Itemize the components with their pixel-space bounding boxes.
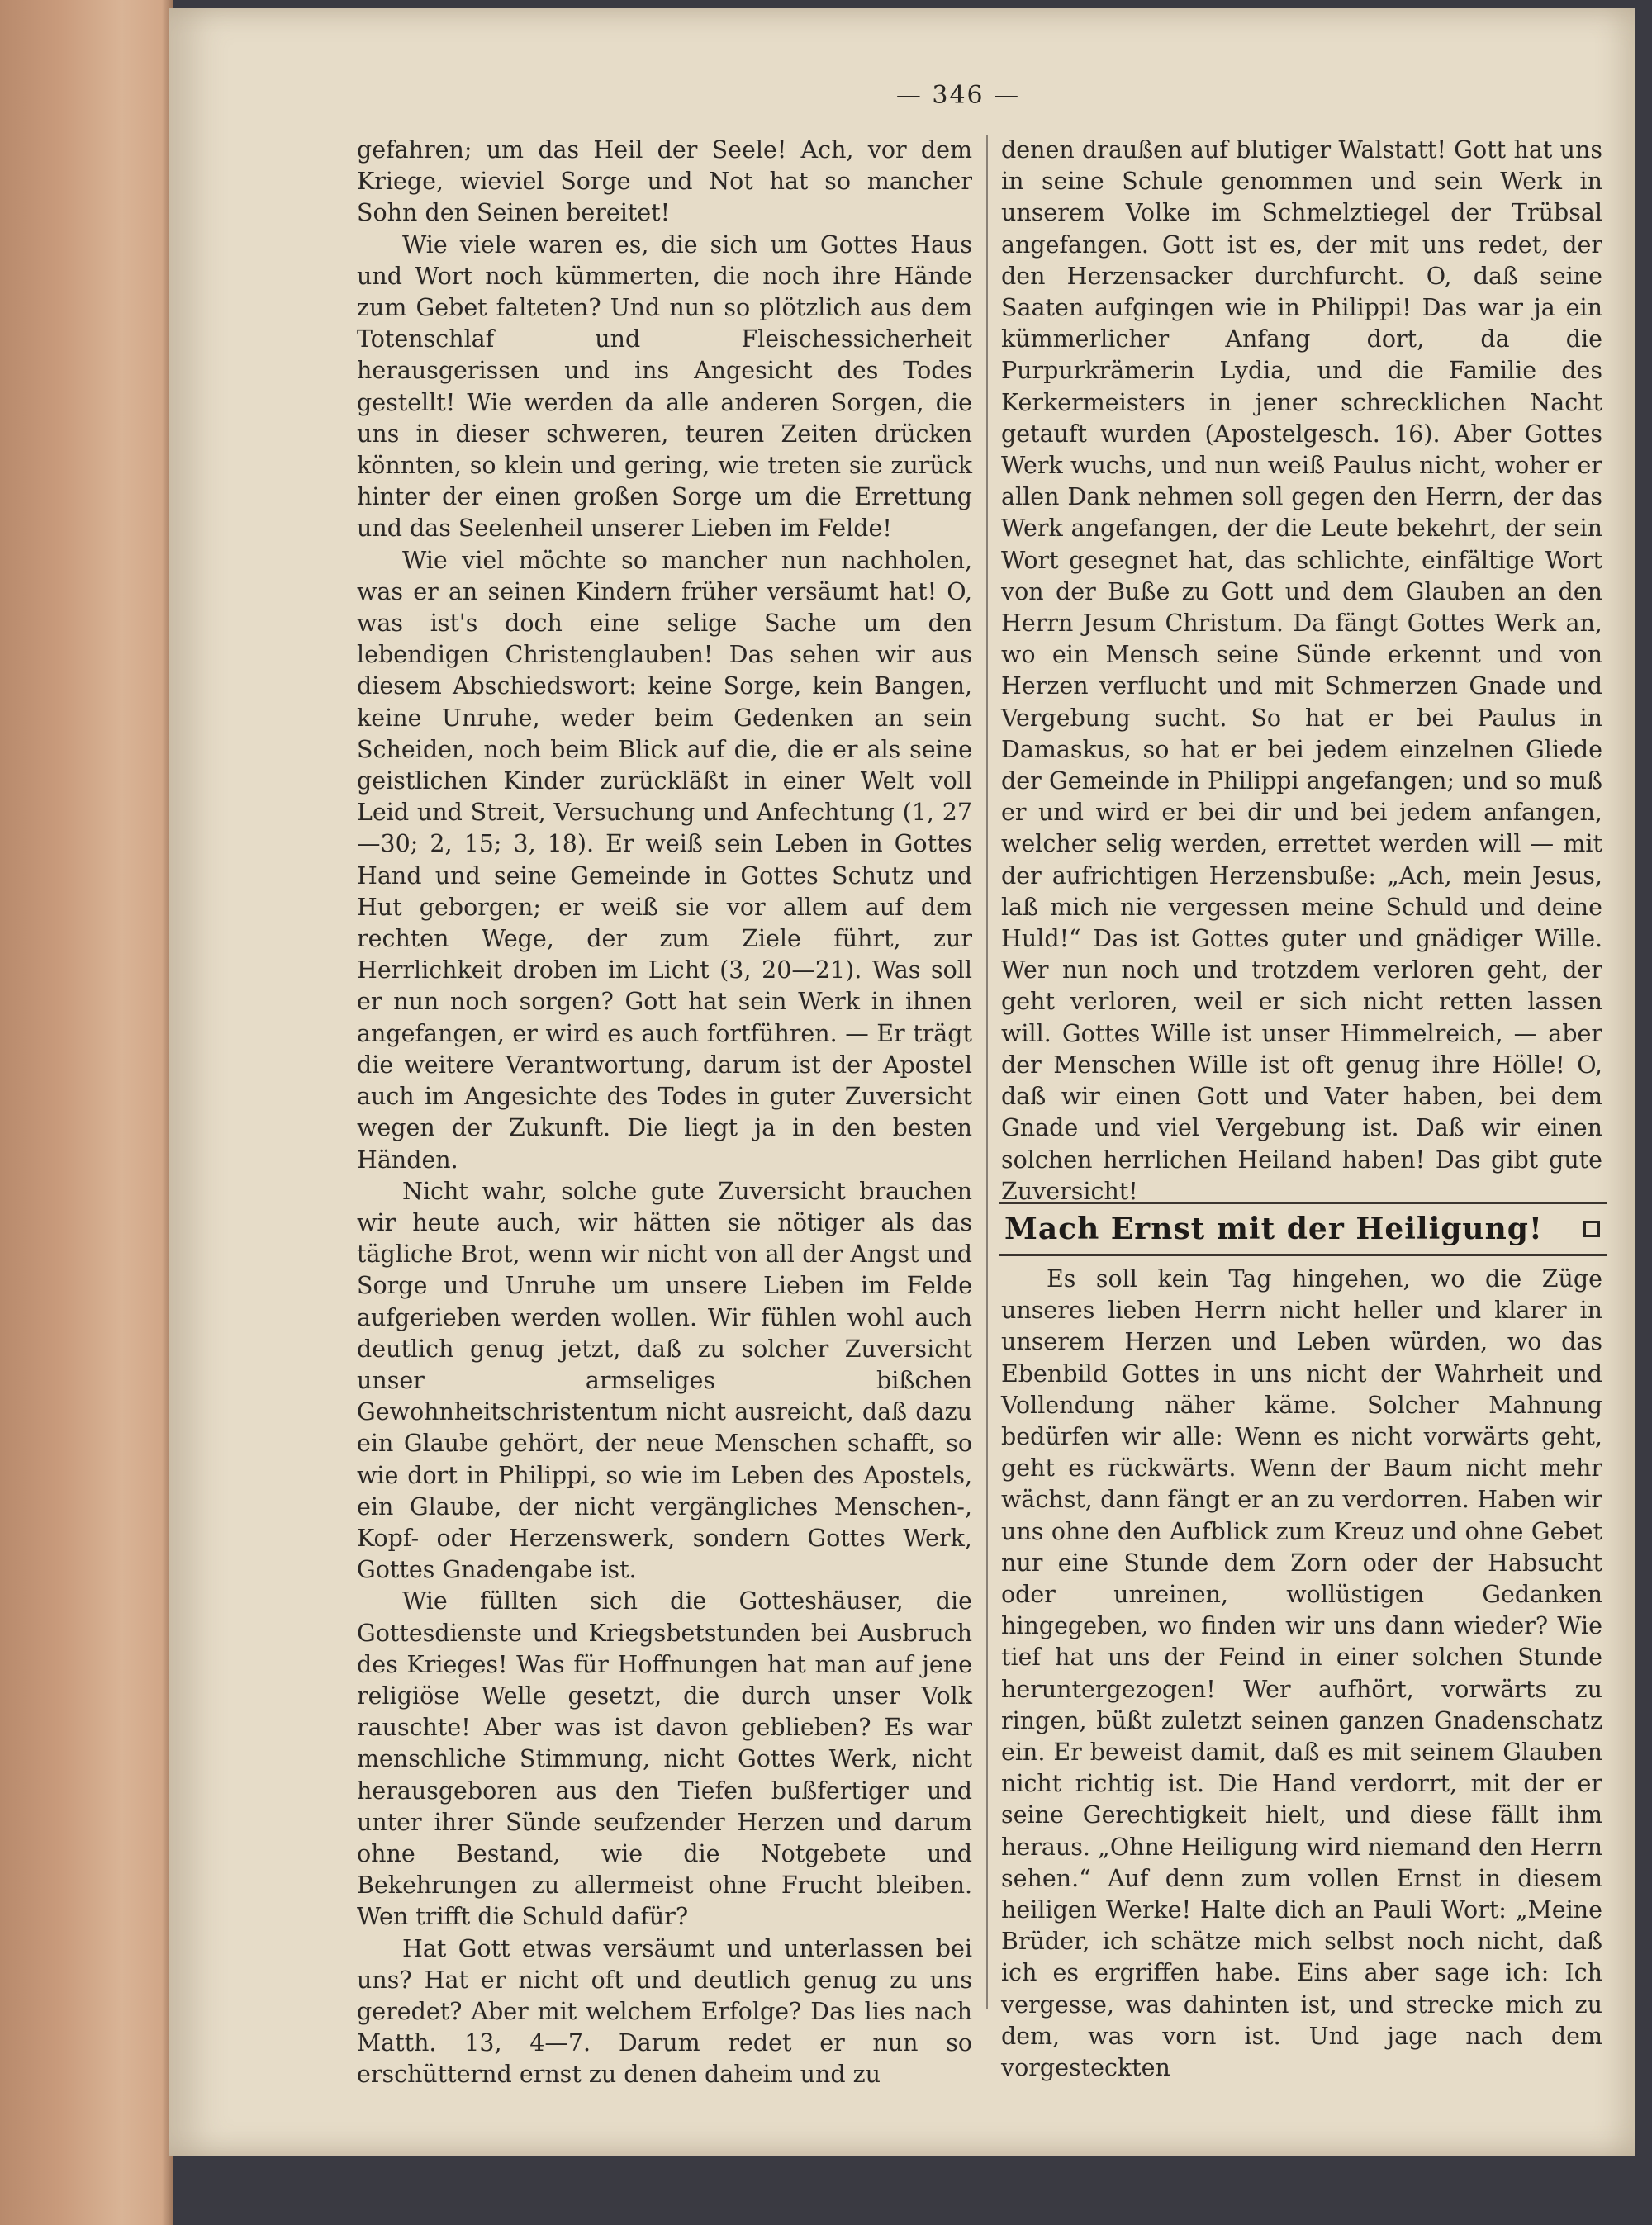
section-heading — [999, 1202, 1607, 1256]
square-ornament-icon — [1583, 1221, 1600, 1237]
right-column-bottom — [1001, 1264, 1602, 2084]
paragraph: Es soll kein Tag hingehen, wo die Züge unseres lieben Herrn nicht heller und klarer in unserem Herzen und Leben würden, wo das Ebenbild Gottes in uns nicht der Wahrheit und Vollendung näher käme. Solcher Mahnung bedürfen wir alle: Wenn es nicht vorwärts geht, geht es rückwärts. Wenn der Baum nicht mehr wächst, dann fängt er an zu verdorren. Haben wir uns ohne den Aufblick zum Kreuz und ohne Gebet nur eine Stunde dem Zorn oder der Habsucht oder unreinen, wollüstigen Gedanken hingegeben, wo finden wir uns dann wieder? Wie tief hat uns der Feind in einer solchen Stunde heruntergezogen! Wer aufhört, vorwärts zu ringen, büßt zuletzt seinen ganzen Gnadenschatz ein. Er beweist damit, daß es mit seinem Glauben nicht richtig ist. Die Hand verdorrt, mit der er seine Gerechtigkeit hielt, und diese fällt ihm heraus. „Ohne Heiligung wird niemand den Herrn sehen.“ Auf denn zum vollen Ernst in diesem heiligen Werke! Halte dich an Pauli Wort: „Meine Brüder, ich schätze mich selbst noch nicht, daß ich es ergriffen habe. Eins aber sage ich: Ich vergesse, was dahinten ist, und strecke mich zu dem, was vorn ist. Und jage nach dem vorgesteckten — [1001, 1265, 1602, 2082]
section-title: Mach Ernst mit der Heiligung! — [1004, 1212, 1543, 1246]
left-column — [357, 135, 972, 2091]
paragraph: gefahren; um das Heil der Seele! Ach, vor dem Kriege, wieviel Sorge und Not hat so mancher Sohn den Seinen bereitet! — [357, 136, 972, 227]
paragraph: Hat Gott etwas versäumt und unterlassen bei uns? Hat er nicht oft und deutlich genug zu uns geredet? Aber mit welchem Erfolge? Das lies nach Matth. 13, 4—7. Darum redet er nun so erschütternd ernst zu denen daheim und zu — [357, 1934, 972, 2089]
paragraph: Wie füllten sich die Gotteshäuser, die Gottesdienste und Kriegsbetstunden bei Ausbruch des Krieges! Was für Hoffnungen hat man auf jene religiöse Welle gesetzt, die durch unser Volk rauschte! Aber was ist davon geblieben? Es war menschliche Stimmung, nicht Gottes Werk, nicht herausgeboren aus den Tiefen bußfertiger und unter ihrer Sünde seufzender Herzen und darum ohne Bestand, wie die Notgebete und Bekehrungen zu allermeist ohne Frucht bleiben. Wen trifft die Schuld dafür? — [357, 1587, 972, 1931]
paragraph: Wie viele waren es, die sich um Gottes Haus und Wort noch kümmerten, die noch ihre Hände zum Gebet falteten? Und nun so plötzlich aus dem Totenschlaf und Fleischessicherheit herausgerissen und ins Angesicht des Todes gestellt! Wie werden da alle anderen Sorgen, die uns in dieser schweren, teuren Zeiten drücken könnten, so klein und gering, wie treten sie zurück hinter der einen großen Sorge um die Errettung und das Seelenheil unserer Lieben im Felde! — [357, 230, 972, 543]
paragraph: Nicht wahr, solche gute Zuversicht brauchen wir heute auch, wir hätten sie nötiger als das tägliche Brot, wenn wir nicht von all der Angst und Sorge und Unruhe um unsere Lieben im Felde aufgerieben werden wollen. Wir fühlen wohl auch deutlich genug jetzt, daß zu solcher Zuversicht unser armseliges bißchen Gewohnheitschristentum nicht ausreicht, daß dazu ein Glaube gehört, der neue Menschen schafft, so wie dort in Philippi, so wie im Leben des Apostels, ein Glaube, der nicht vergängliches Menschen-, Kopf- oder Herzenswerk, sondern Gottes Werk, Gottes Gnadengabe ist. — [357, 1177, 972, 1584]
page-number: — 346 — — [895, 81, 1021, 110]
paragraph: denen draußen auf blutiger Walstatt! Gott hat uns in seine Schule genommen und sein Werk in unserem Volke im Schmelztiegel der Trübsal angefangen. Gott ist es, der mit uns redet, der den Herzensacker durchfurcht. O, daß seine Saaten aufgingen wie in Philippi! Das war ja ein kümmerlicher Anfang dort, da die Purpurkrämerin Lydia, und die Familie des Kerkermeisters in jener schrecklichen Nacht getauft wurden (Apostelgesch. 16). Aber Gottes Werk wuchs, und nun weiß Paulus nicht, woher er allen Dank nehmen soll gegen den Herrn, der das Werk angefangen, der die Leute bekehrt, der sein Wort gesegnet hat, das schlichte, einfältige Wort von der Buße zu Gott und dem Glauben an den Herrn Jesum Christum. Da fängt Gottes Werk an, wo ein Mensch seine Sünde erkennt und von Herzen verflucht und mit Schmerzen Gnade und Vergebung sucht. So hat er bei Paulus in Damaskus, so hat er bei jedem einzelnen Gliede der Gemeinde in Philippi angefangen; und so muß er und wird er bei dir und bei jedem anfangen, welcher selig werden, errettet werden will — mit der aufrichtigen Herzensbuße: „Ach, mein Jesus, laß mich nie vergessen meine Schuld und deine Huld!“ Das ist Gottes guter und gnädiger Wille. Wer nun noch und trotzdem verloren geht, der geht verloren, weil er sich nicht retten lassen will. Gottes Wille ist unser Himmelreich, — aber der Menschen Wille ist oft genug ihre Hölle! O, daß wir einen Gott und Vater haben, bei dem Gnade und viel Vergebung ist. Daß wir einen solchen herrlichen Heiland haben! Das gibt gute Zuversicht! — [1001, 136, 1602, 1205]
book-page-edges — [0, 0, 173, 2225]
right-column-top — [1001, 135, 1602, 1207]
column-divider — [986, 135, 988, 2009]
paragraph: Wie viel möchte so mancher nun nachholen, was er an seinen Kindern früher versäumt hat! O, was ist's doch eine selige Sache um den lebendigen Christenglauben! Das sehen wir aus diesem Abschiedswort: keine Sorge, kein Bangen, keine Unruhe, weder beim Gedenken an sein Scheiden, noch beim Blick auf die, die er als seine geistlichen Kinder zurückläßt in einer Welt voll Leid und Streit, Versuchung und Anfechtung (1, 27—30; 2, 15; 3, 18). Er weiß sein Leben in Gottes Hand und seine Gemeinde in Gottes Schutz und Hut geborgen; er weiß sie vor allem auf dem rechten Wege, der zum Ziele führt, zur Herrlichkeit droben im Licht (3, 20—21). Was soll er nun noch sorgen? Gott hat sein Werk in ihnen angefangen, er wird es auch fortführen. — Er trägt die weitere Verantwortung, darum ist der Apostel auch im Angesichte des Todes in guter Zuversicht wegen der Zukunft. Die liegt ja in den besten Händen. — [357, 546, 972, 1174]
